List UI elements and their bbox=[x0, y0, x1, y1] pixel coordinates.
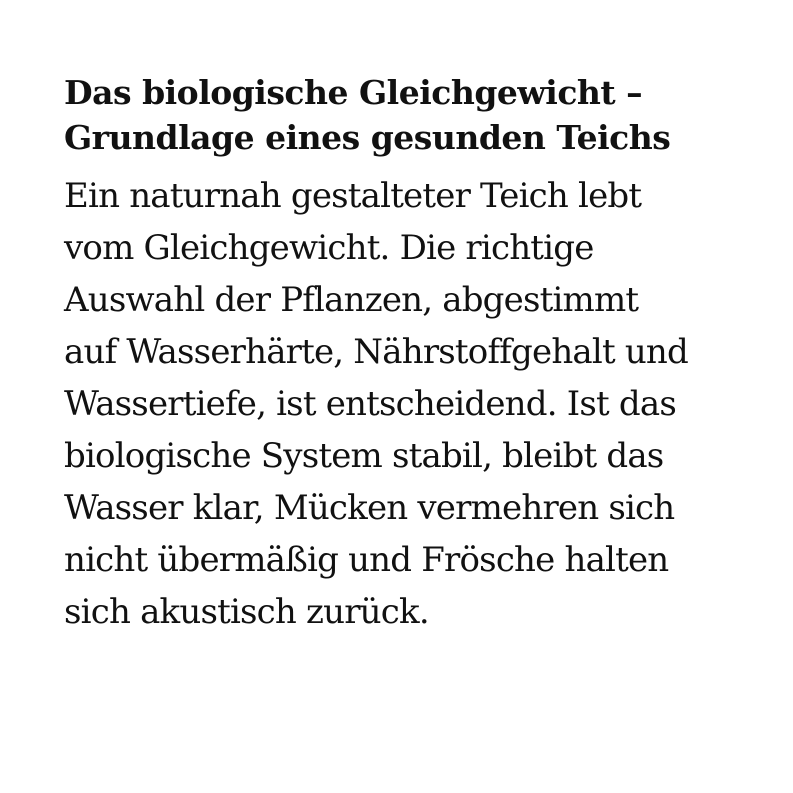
body-line: vom Gleichgewicht. Die richtige bbox=[64, 228, 594, 268]
body-line: sich akustisch zurück. bbox=[64, 592, 429, 632]
title-line: Das biologische Gleichgewicht – bbox=[64, 73, 643, 112]
article-card bbox=[64, 70, 744, 638]
article-body bbox=[64, 170, 744, 638]
body-line: Ein naturnah gestalteter Teich lebt bbox=[64, 176, 642, 216]
body-line: Auswahl der Pflanzen, abgestimmt bbox=[64, 280, 639, 320]
body-line: auf Wasserhärte, Nährstoffgehalt und bbox=[64, 332, 688, 372]
body-line: nicht übermäßig und Frösche halten bbox=[64, 540, 669, 580]
body-line: Wasser klar, Mücken vermehren sich bbox=[64, 488, 675, 528]
body-line: biologische System stabil, bleibt das bbox=[64, 436, 664, 476]
body-line: Wassertiefe, ist entscheidend. Ist das bbox=[64, 384, 676, 424]
title-line: Grundlage eines gesunden Teichs bbox=[64, 118, 671, 157]
article-title bbox=[64, 70, 744, 160]
